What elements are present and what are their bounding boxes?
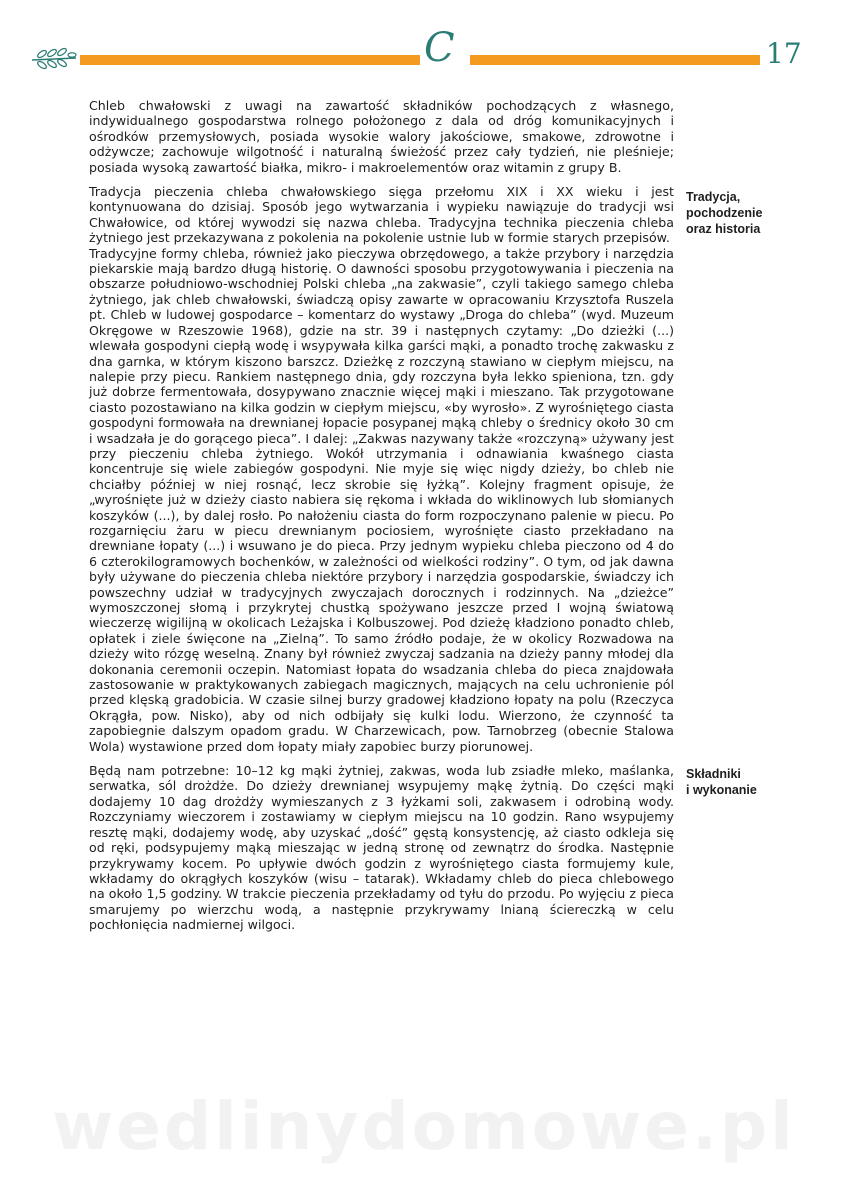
paragraph: Będą nam potrzebne: 10–12 kg mąki żytniej, zakwas, woda lub zsiadłe mleko, maślanka, serwatka, sól drożdże. Do dzieży drewnianej wsypujemy mąkę żytnią. Do części mąki dodajemy 10 dag drożdży wymieszanych z 3 łyżkami soli, zakwasem i odrobiną wody. Rozczyniamy wieczorem i zostawiamy w ciepłym miejscu na 10 godzin. Rano wsypujemy resztę mąki, dodajemy wodę, aby uzyskać „dość” gęstą konsystencję, aż ciasto odkleja się od ręki, podsypujemy mąką mieszając w jedną stronę od zewnątrz do środka. Następnie przykrywamy kocem. Po upływie dwóch godzin z wyrośniętego ciasta formujemy kule, wkładamy do okrągłych koszyków (wisu – tatarak). Wkładamy chleb do pieca chlebowego na około 1,5 godziny. W trakcie pieczenia przekładamy od tyłu do przodu. Po wyjęciu z pieca smarujemy po wierzchu wodą, a następnie przykrywamy lnianą ściereczką w celu pochłonięcia nadmiernej wilgoci. — [89, 763, 674, 933]
page-header — [0, 0, 848, 80]
paragraph: Tradycja pieczenia chleba chwałowskiego sięga przełomu XIX i XX wieku i jest kontynuowana do dzisiaj. Sposób jego wytwarzania i wypieku nawiązuje do tradycji wsi Chwałowice, od której wywodzi się nazwa chleba. Tradycyjna technika pieczenia chleba żytniego jest przekazywana z pokolenia na pokolenie ustnie lub w formie starych przepisów. — [89, 184, 674, 246]
page-number: 17 — [766, 37, 802, 70]
paragraph: Tradycyjne formy chleba, również jako pieczywa obrzędowego, a także przybory i narzędzia piekarskie mają bardzo długą historię. O dawności sposobu przygotowywania i pieczenia na obszarze południowo-wschodniej Polski chleba „na zakwasie”, czyli takiego samego chleba żytniego, jak chleb chwałowski, świadczą opisy zawarte w opracowaniu Krzysztofa Ruszela pt. Chleb w ludowej gospodarce – komentarz do wystawy „Droga do chleba” (wyd. Muzeum Okręgowe w Rzeszowie 1968), gdzie na str. 39 i następnych czytamy: „Do dzieżki (...) wlewała gospodyni ciepłą wodę i wsypywała kilka garści mąki, a ponadto trochę zakwasku z dna garnka, w którym kiszono barszcz. Dzieżkę z rozczyną stawiano w ciepłym miejscu, na nalepie przy piecu. Rankiem następnego dnia, gdy rozczyna była lekko spieniona, tzn. gdy już dobrze fermentowała, dosypywano znacznie więcej mąki i mieszano. Tak przygotowane ciasto pozostawiano na kilka godzin w ciepłym miejscu, «by wyrosło». Z wyrośniętego ciasta gospodyni formowała na drewnianej łopacie posypanej mąką chleby o średnicy około 30 cm i wsadzała je do gorącego pieca”. I dalej: „Zakwas nazywany także «rozczyną» używany jest przy pieczeniu chleba żytniego. Wokół utrzymania i odnawiania kwaśnego ciasta koncentruje się wiele zabiegów gospodyni. Nie myje się więc nigdy dzieży, bo chleb nie chciałby później w niej rosnąć, lecz skrobie się łyżką”. Kolejny fragment opisuje, że „wyrośnięte już w dzieży ciasto nabiera się rękoma i wkłada do wiklinowych lub słomianych koszyków (...), by dalej rosło. Po nałożeniu ciasta do form rozpoczynano palenie w piecu. Po rozgarnięciu żaru w piecu drewnianym pociosiem, wyrośnięte ciasto przekładano na drewniane łopaty (...) i wsuwano je do pieca. Przy jednym wypieku chleba pieczono od 4 do 6 czterokilogramowych bochenków, w zależności od wielkości rodziny”. O tym, od jak dawna były używane do pieczenia chleba niektóre przybory i narzędzia gospodarskie, świadczy ich powszechny udział w tradycyjnych zwyczajach dorocznych i rodzinnych. Na „dzieżce” wymoszczonej słomą i przykrytej chustką spożywano jeszcze przed I wojną światową wieczerzę wigilijną w okolicach Leżajska i Kolbuszowej. Pod dzieżę kładziono ponadto chleb, opłatek i ziele święcone na „Zielną”. To samo źródło podaje, że w okolicy Rozwadowa na dzieży wito rózgę weselną. Znany był również zwyczaj sadzania na dzieży panny młodej dla dokonania ceremonii oczepin. Natomiast łopata do wsadzania chleba do pieca znajdowała zastosowanie w praktykowanych zabiegach magicznych, mających na celu uchronienie pól przed klęską gradobicia. W czasie silnej burzy gradowej kładziono łopaty na polu (Rzeczyca Okrągła, pow. Nisko), aby od nich odbijały się kulki lodu. Wierzono, że czynność ta zapobiegnie dalszym opadom gradu. W Charzewicach, pow. Tarnobrzeg (obecnie Stalowa Wola) wystawione przed dom łopaty miały zapobiec burzy piorunowej. — [89, 245, 674, 754]
paragraph: Chleb chwałowski z uwagi na zawartość składników pochodzących z własnego, indywidualnego gospodarstwa rolnego położonego z dala od dróg komunikacyjnych i ośrodków przemysłowych, posiada wysokie walory jakościowe, smakowe, zdrowotne i odżywcze; zachowuje wilgotność i naturalną świeżość przez cały tydzień, nie pleśnieje; posiada wysoką zawartość białka, mikro- i makroelementów oraz witamin z grupy B. — [89, 98, 674, 175]
header-bar-right — [470, 55, 760, 65]
watermark: wedlinydomowe.pl — [52, 1088, 796, 1165]
heading-line: Składniki — [686, 767, 741, 781]
body-text — [89, 98, 674, 942]
heading-line: pochodzenie — [686, 206, 763, 220]
heading-line: oraz historia — [686, 222, 761, 236]
section-letter: C — [424, 25, 455, 71]
heading-line: Tradycja, — [686, 190, 741, 204]
heading-tradycja — [686, 189, 806, 237]
heading-skladniki — [686, 766, 806, 798]
skladniki-section — [89, 763, 674, 932]
wheat-ear-icon — [30, 46, 78, 70]
tradycja-section — [89, 184, 674, 754]
header-bar-left — [80, 55, 420, 65]
heading-line: i wykonanie — [686, 783, 757, 797]
intro-section — [89, 98, 674, 175]
